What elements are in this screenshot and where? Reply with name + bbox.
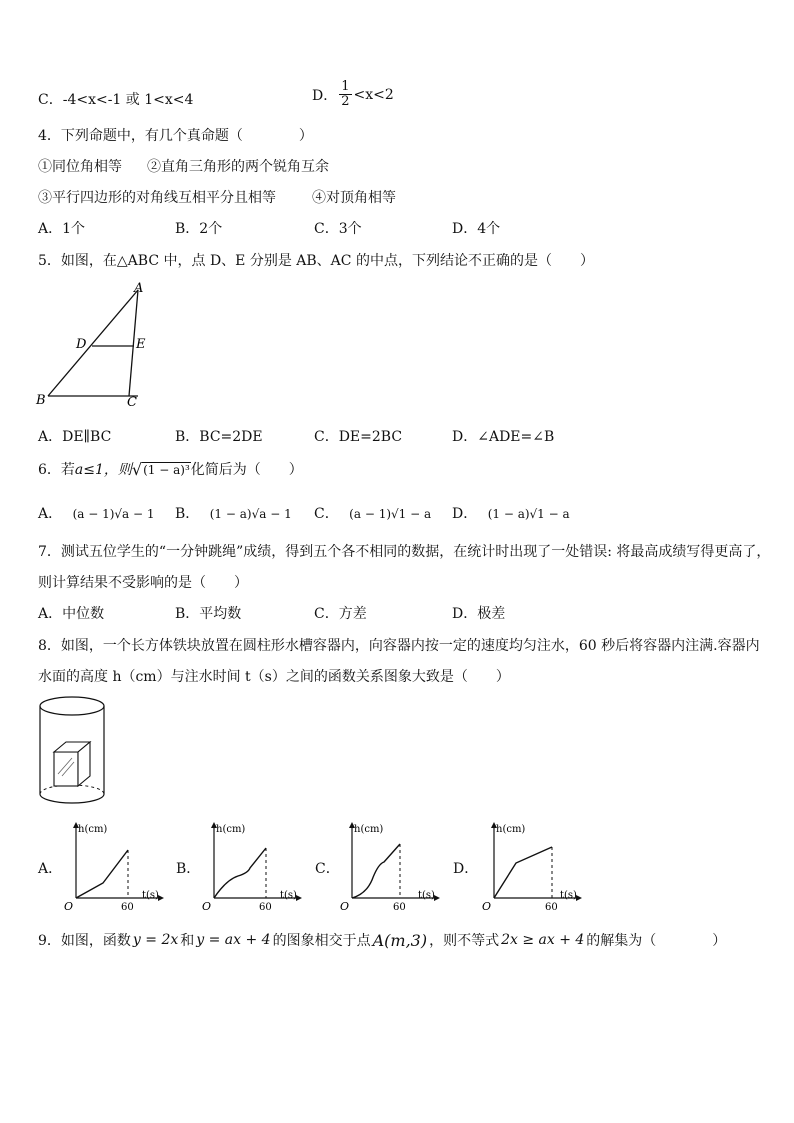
label-a: A	[134, 281, 144, 296]
q3-option-d-fraction	[339, 80, 351, 109]
q7-stem-line-1: 7．测试五位学生的“一分钟跳绳”成绩，得到五个各不相同的数据，在统计时出现了一处错误: 将最高成绩写得更高了，	[38, 544, 771, 560]
q9-point-a: A(m,3)	[372, 930, 428, 950]
y-axis-label: h(cm)	[354, 824, 384, 835]
q8-option-d-label: D．	[453, 861, 479, 877]
q6-option-d	[452, 503, 570, 523]
q5-option-a: A．DE∥BC	[38, 429, 112, 445]
q4-statement-1: ①同位角相等	[38, 159, 122, 175]
q8-option-a-label: A．	[38, 861, 63, 877]
q6-option-c-label: C．	[314, 506, 339, 522]
origin-label: O	[64, 900, 74, 913]
q7-option-b: B．平均数	[175, 606, 242, 622]
q6-condition: a≤1，则	[74, 462, 132, 478]
q3-option-d-label: D．	[312, 87, 338, 104]
x-tick-label: 60	[259, 902, 272, 913]
y-axis-label: h(cm)	[78, 824, 108, 835]
q6-stem-prefix: 6．若	[38, 462, 75, 478]
graph-option-d	[476, 818, 586, 914]
q4-option-b: B．2个	[175, 221, 223, 237]
q7-option-a: A．中位数	[38, 606, 105, 622]
q4-option-c: C．3个	[314, 221, 362, 237]
q6-option-b-label: B．	[175, 506, 200, 522]
x-axis-label: t(s)	[418, 890, 435, 901]
q6-option-a	[38, 503, 155, 523]
origin-label: O	[482, 900, 492, 913]
x-axis-label: t(s)	[560, 890, 577, 901]
x-tick-label: 60	[545, 902, 558, 913]
q4-statement-2: ②直角三角形的两个锐角互余	[147, 159, 329, 175]
graph-option-a	[58, 818, 168, 914]
graph-option-b	[196, 818, 306, 914]
q3-option-d-suffix: <x<2	[353, 86, 394, 103]
x-tick-label: 60	[393, 902, 406, 913]
q9-connector-1: 和	[180, 933, 195, 949]
q9-prefix: 9．如图，函数	[38, 933, 131, 949]
y-axis-label: h(cm)	[216, 824, 246, 835]
q5-option-b: B．BC=2DE	[175, 429, 263, 445]
q3-option-c: C．-4<x<-1 或 1<x<4	[38, 92, 194, 108]
q4-statement-4: ④对顶角相等	[312, 190, 396, 206]
q9-stem	[38, 930, 726, 950]
q5-stem: 5．如图，在△ABC 中，点 D、E 分别是 AB、AC 的中点，下列结论不正确的是（ ）	[38, 253, 594, 269]
x-tick-label: 60	[121, 902, 134, 913]
q6-stem-suffix: 化简后为（ ）	[190, 462, 303, 478]
q6-option-a-label: A．	[38, 506, 63, 522]
q7-option-c: C．方差	[314, 606, 367, 622]
q6-stem	[38, 459, 303, 479]
q9-connector-2: 的图象相交于点	[272, 933, 371, 949]
fraction-denominator: 2	[341, 94, 350, 109]
x-axis-label: t(s)	[280, 890, 297, 901]
fraction-numerator: 1	[341, 79, 350, 94]
y-axis-label: h(cm)	[496, 824, 526, 835]
q6-option-c	[314, 503, 431, 523]
radical-sign: √	[131, 459, 143, 479]
q7-stem-line-2: 则计算结果不受影响的是（ ）	[38, 575, 248, 591]
x-axis-label: t(s)	[142, 890, 159, 901]
label-e: E	[136, 337, 146, 352]
label-d: D	[76, 337, 87, 352]
q3-option-d	[312, 80, 394, 109]
q7-option-d: D．极差	[452, 606, 506, 622]
q6-radicand: (1 − a)³	[143, 462, 190, 477]
q6-option-a-expr: (a − 1)√a − 1	[72, 507, 155, 521]
q8-stem-line-1: 8．如图，一个长方体铁块放置在圆柱形水槽容器内，向容器内按一定的速度均匀注水，60 秒后将容器内注满.容器内	[38, 638, 760, 654]
q6-option-b-expr: (1 − a)√a − 1	[209, 507, 292, 521]
cylinder-container-figure	[36, 694, 108, 808]
q9-suffix: 的解集为（ ）	[586, 933, 727, 949]
q4-option-d: D．4个	[452, 221, 501, 237]
q9-function-1: y = 2x	[132, 932, 179, 948]
q6-option-c-expr: (a − 1)√1 − a	[349, 507, 432, 521]
triangle-abc-figure	[30, 278, 160, 413]
q9-connector-3: ，则不等式	[429, 933, 500, 949]
label-c: C	[127, 395, 137, 410]
q8-stem-line-2: 水面的高度 h（cm）与注水时间 t（s）之间的函数关系图象大致是（ ）	[38, 669, 510, 685]
q6-option-b	[175, 503, 292, 523]
q6-option-d-label: D．	[452, 506, 478, 522]
q4-option-a: A．1个	[38, 221, 86, 237]
q8-option-c-label: C．	[315, 861, 340, 877]
q9-function-2: y = ax + 4	[196, 932, 271, 948]
q4-stem: 4．下列命题中，有几个真命题（ ）	[38, 128, 313, 144]
graph-option-c	[334, 818, 444, 914]
label-b: B	[36, 393, 46, 408]
q5-option-c: C．DE=2BC	[314, 429, 403, 445]
segment-ab	[48, 290, 138, 396]
q4-statement-3: ③平行四边形的对角线互相平分且相等	[38, 190, 276, 206]
q8-option-b-label: B．	[176, 861, 201, 877]
q9-inequality: 2x ≥ ax + 4	[501, 932, 585, 948]
origin-label: O	[202, 900, 212, 913]
q5-option-d: D．∠ADE=∠B	[452, 429, 555, 445]
q6-option-d-expr: (1 − a)√1 − a	[487, 507, 570, 521]
origin-label: O	[340, 900, 350, 913]
